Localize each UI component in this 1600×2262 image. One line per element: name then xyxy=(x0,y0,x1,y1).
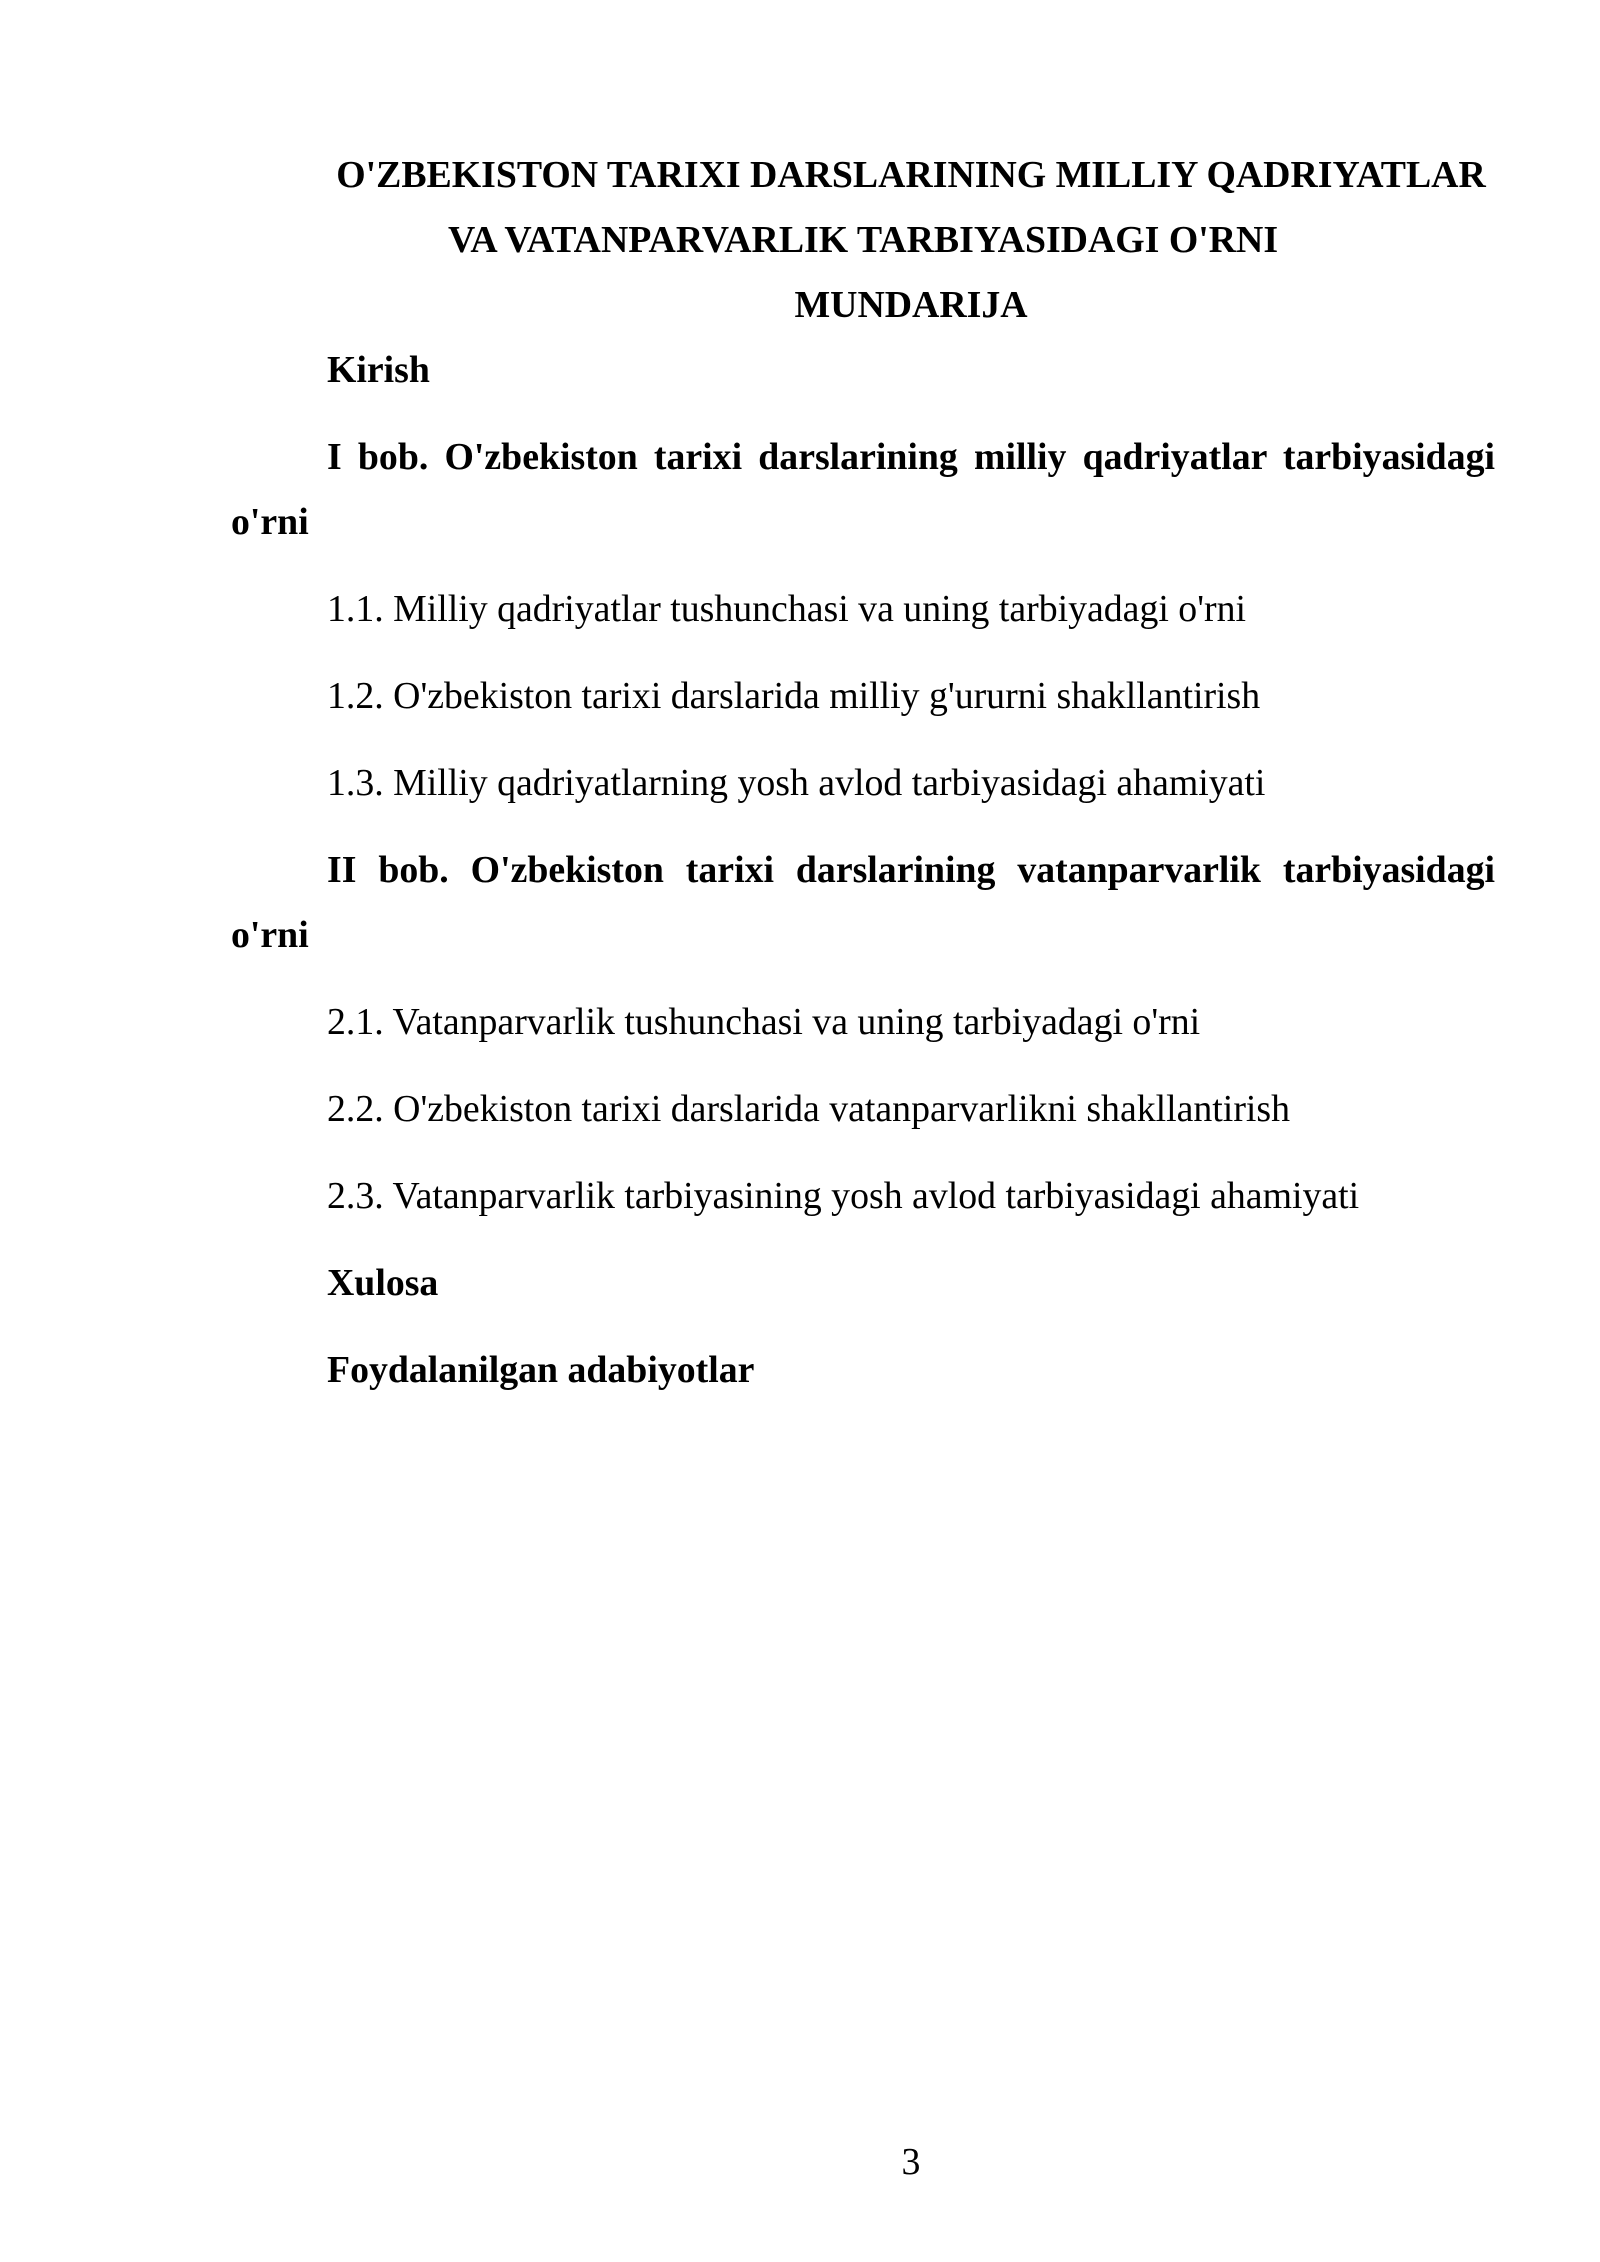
toc-section-entry: 1.2. O'zbekiston tarixi darslarida milliy g'ururni shakllantirish xyxy=(327,675,1261,717)
toc-section-entry: 1.1. Milliy qadriyatlar tushunchasi va uning tarbiyadagi o'rni xyxy=(327,588,1246,630)
toc-section-entry: 2.2. O'zbekiston tarixi darslarida vatanparvarlikni shakllantirish xyxy=(327,1088,1291,1130)
toc-section-entry: 1.3. Milliy qadriyatlarning yosh avlod tarbiyasidagi ahamiyati xyxy=(327,762,1266,804)
toc-chapter-heading-line-1: I bob. O'zbekiston tarixi darslarining milliy qadriyatlar tarbiyasidagi xyxy=(327,436,1495,478)
toc-chapter-heading-line-2: o'rni xyxy=(231,501,309,543)
toc-chapter-heading-line-1: II bob. O'zbekiston tarixi darslarining vatanparvarlik tarbiyasidagi xyxy=(327,849,1495,891)
toc-section-entry: 2.3. Vatanparvarlik tarbiyasining yosh avlod tarbiyasidagi ahamiyati xyxy=(327,1175,1360,1217)
toc-chapter-1 xyxy=(231,425,1495,816)
document-title xyxy=(231,143,1495,273)
toc-entry-introduction: Kirish xyxy=(327,349,430,391)
toc-entry-conclusion: Xulosa xyxy=(327,1262,439,1304)
document-title-line-2: VA VATANPARVARLIK TARBIYASIDAGI O'RNI xyxy=(447,219,1279,261)
document-content xyxy=(231,143,1495,1425)
toc-chapter-2 xyxy=(231,838,1495,1229)
toc-chapter-heading xyxy=(231,838,1495,968)
toc-section-entry: 2.1. Vatanparvarlik tushunchasi va uning tarbiyadagi o'rni xyxy=(327,1001,1201,1043)
toc-chapter-heading-line-2: o'rni xyxy=(231,914,309,956)
toc-entry-references: Foydalanilgan adabiyotlar xyxy=(327,1349,755,1391)
toc-chapter-heading xyxy=(231,425,1495,555)
document-title-line-1: O'ZBEKISTON TARIXI DARSLARINING MILLIY QADRIYATLAR xyxy=(336,154,1486,196)
page-number: 3 xyxy=(901,2141,921,2183)
toc-heading: MUNDARIJA xyxy=(794,284,1028,326)
